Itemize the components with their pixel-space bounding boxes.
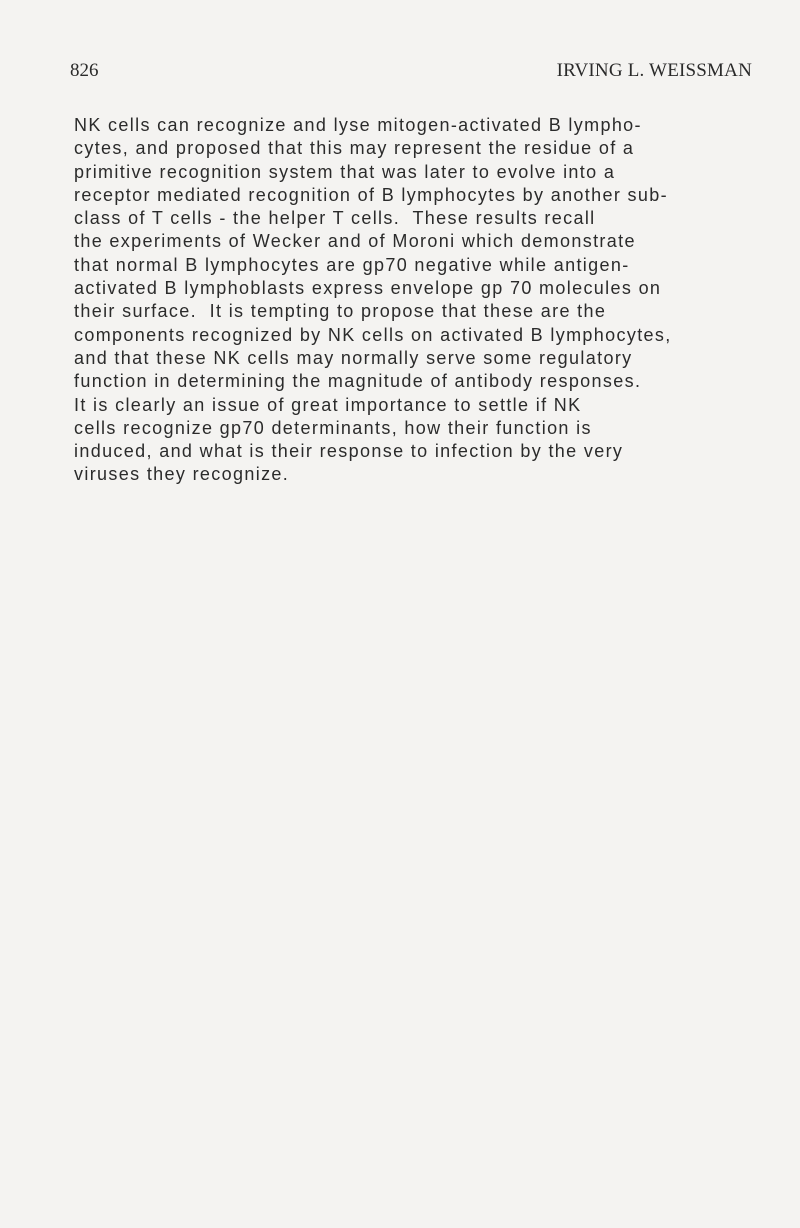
text-line: It is clearly an issue of great importance to settle if NK: [74, 394, 582, 415]
text-line: cells recognize gp70 determinants, how their function is: [74, 417, 592, 438]
text-line: primitive recognition system that was later to evolve into a: [74, 161, 616, 182]
text-line: function in determining the magnitude of antibody responses.: [74, 371, 642, 392]
text-line: receptor mediated recognition of B lymphocytes by another sub-: [74, 184, 668, 205]
text-line: viruses they recognize.: [74, 464, 290, 485]
running-header: [70, 60, 752, 90]
page-number: 826: [70, 60, 99, 81]
text-line: induced, and what is their response to infection by the very: [74, 441, 624, 462]
text-line: that normal B lymphocytes are gp70 negative while antigen-: [74, 254, 630, 275]
text-line: cytes, and proposed that this may represent the residue of a: [74, 138, 635, 159]
text-line: their surface. It is tempting to propose that these are the: [74, 301, 607, 322]
text-line: the experiments of Wecker and of Moroni which demonstrate: [74, 231, 636, 252]
text-line: class of T cells - the helper T cells. These results recall: [74, 208, 596, 229]
running-title: IRVING L. WEISSMAN: [556, 60, 752, 81]
body-paragraph: [74, 114, 672, 487]
text-line: components recognized by NK cells on activated B lymphocytes,: [74, 324, 672, 345]
text-line: NK cells can recognize and lyse mitogen-activated B lympho-: [74, 115, 642, 135]
text-line: and that these NK cells may normally serve some regulatory: [74, 347, 633, 368]
text-line: activated B lymphoblasts express envelope gp 70 molecules on: [74, 278, 662, 299]
